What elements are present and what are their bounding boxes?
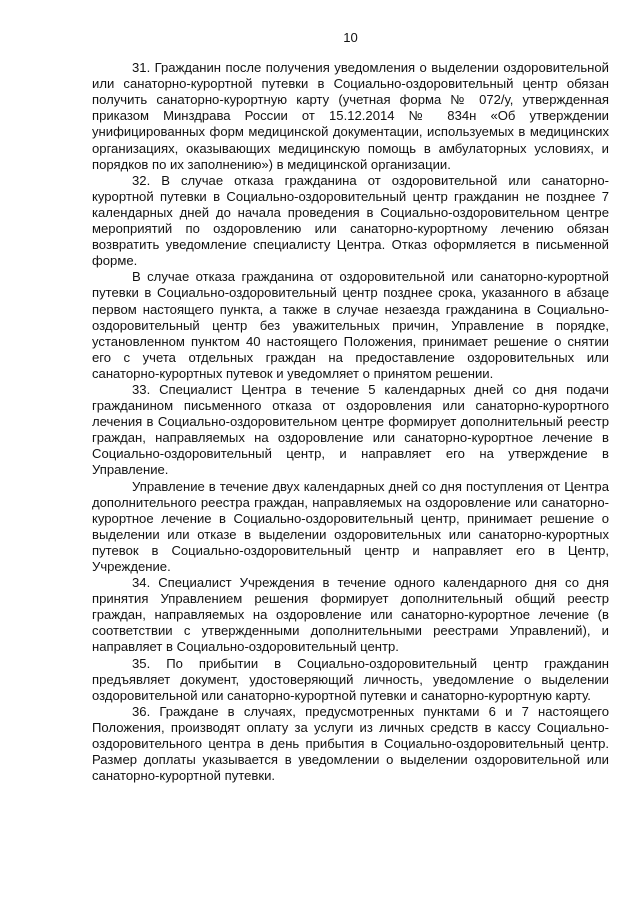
- paragraph-36: 36. Граждане в случаях, предусмотренных пунктами 6 и 7 настоящего Положения, производят оплату за услуги из личных средств в кассу Социально-оздоровительного центра в день прибытия в Социально-оздоровительный центр. Размер доплаты указывается в уведомлении о выделении оздоровительной или санаторно-курортной путевки.: [92, 703, 609, 784]
- paragraph-35: 35. По прибытии в Социально-оздоровительный центр гражданин предъявляет документ, удостоверяющий личность, уведомление о выделении оздоровительной или санаторно-курортной путевки и санаторно-курортную карту.: [92, 655, 609, 703]
- page-number: 10: [343, 30, 358, 45]
- document-page: [92, 30, 609, 784]
- paragraph-33: 33. Специалист Центра в течение 5 календарных дней со дня подачи гражданином письменного отказа от оздоровления или санаторно-курортного лечения в Социально-оздоровительном центре формирует дополнительный реестр граждан, направляемых на оздоровление или санаторно-курортное лечение в Социально-оздоровительный центр, и направляет его на утверждение в Управление.: [92, 381, 609, 478]
- paragraph-33-administration: Управление в течение двух календарных дней со дня поступления от Центра дополнительного реестра граждан, направляемых на оздоровление или санаторно-курортное лечение в Социально-оздоровительный центр, принимает решение о выделении или отказе в выделении оздоровительных или санаторно-курортных путевок в Социально-оздоровительный центр и направляет его в Центр, Учреждение.: [92, 478, 609, 574]
- paragraph-32: 32. В случае отказа гражданина от оздоровительной или санаторно-курортной путевки в Социально-оздоровительный центр гражданин не позднее 7 календарных дней до начала проведения в Социально-оздоровительном центре мероприятий по оздоровлению или санаторно-курортному лечению обязан возвратить уведомление специалисту Центра. Отказ оформляется в письменной форме.: [92, 172, 609, 269]
- paragraph-34: 34. Специалист Учреждения в течение одного календарного дня со дня принятия Управлением решения формирует дополнительный общий реестр граждан, направляемых на оздоровление или санаторно-курортное лечение (в соответствии с утвержденными дополнительными реестрами Управлений), и направляет в Социально-оздоровительный центр.: [92, 575, 609, 655]
- paragraph-32-refusal-late: В случае отказа гражданина от оздоровительной или санаторно-курортной путевки в Социально-оздоровительный центр позднее срока, указанного в абзаце первом настоящего пункта, а также в случае незаезда гражданина в Социально-оздоровительный центр без уважительных причин, Управление в порядке, установленном пунктом 40 настоящего Положения, принимает решение о снятии его с учета отдельных граждан на предоставление оздоровительных или санаторно-курортных путевок и уведомляет о принятом решении.: [92, 269, 609, 381]
- paragraph-31: 31. Гражданин после получения уведомления о выделении оздоровительной или санаторно-курортной путевки в Социально-оздоровительный центр обязан получить санаторно-курортную карту (учетная форма № 072/у, утвержденная приказом Минздрава России от 15.12.2014 № 834н «Об утверждении унифицированных форм медицинской документации, используемых в медицинских организациях, оказывающих медицинскую помощь в амбулаторных условиях, и порядков по их заполнению») в медицинской организации.: [92, 60, 609, 172]
